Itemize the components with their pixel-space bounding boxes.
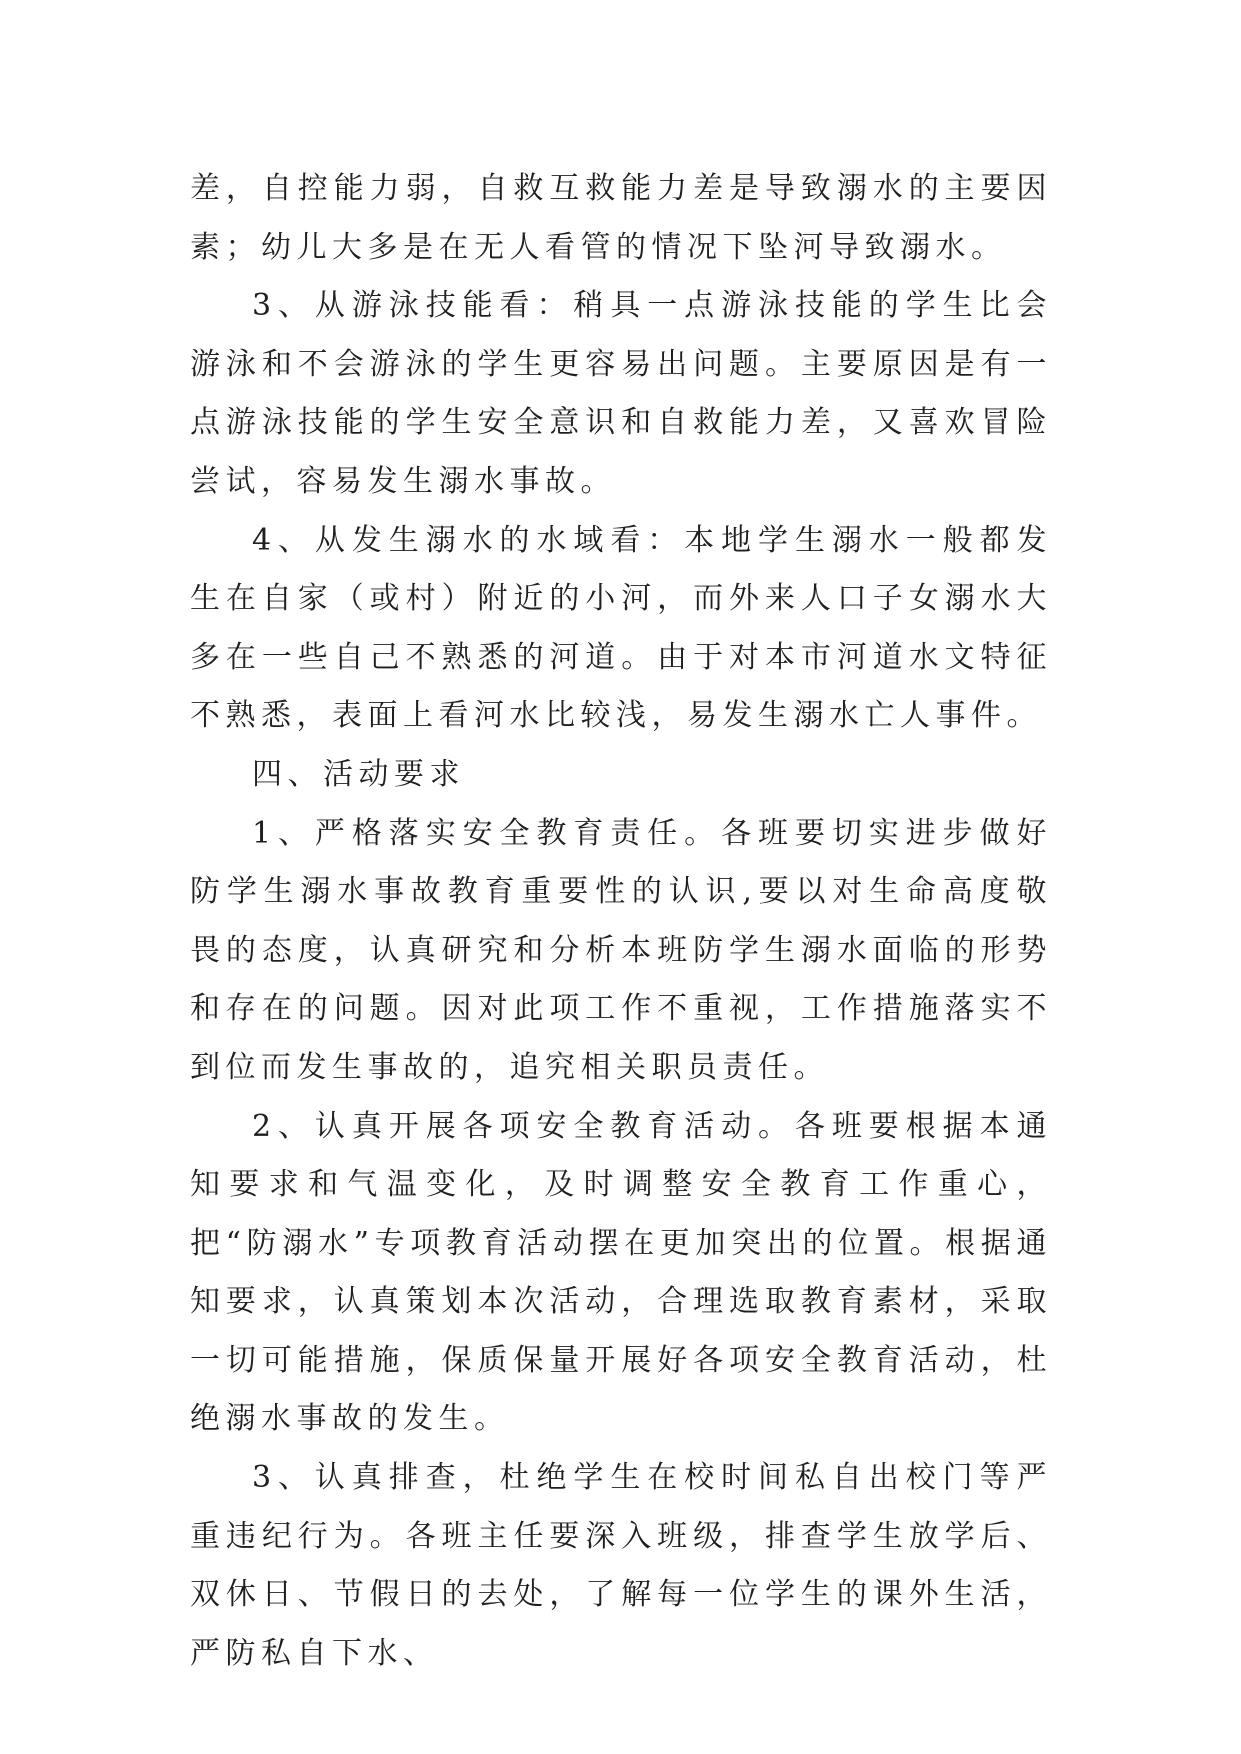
section-heading-activity-requirements: 四、活动要求 [252,756,465,792]
paragraph-water-area: 4、从发生溺水的水域看：本地学生溺水一般都发生在自家（或村）附近的小河，而外来人口子女溺水大多在一些自己不熟悉的河道。由于对本市河道水文特征不熟悉，表面上看河水比较浅，易发生溺水亡人事件。 [190,522,1052,734]
paragraph-safety-responsibility: 1、严格落实安全教育责任。各班要切实进步做好防学生溺水事故教育重要性的认识,要以对生命高度敬畏的态度，认真研究和分析本班防学生溺水面临的形势和存在的问题。因对此项工作不重视，工作措施落实不到位而发生事故的，追究相关职员责任。 [190,815,1052,1085]
paragraph-drowning-factors: 差，自控能力弱，自救互救能力差是导致溺水的主要因素；幼儿大多是在无人看管的情况下坠河导致溺水。 [190,171,1052,265]
paragraph-swimming-skill: 3、从游泳技能看：稍具一点游泳技能的学生比会游泳和不会游泳的学生更容易出问题。主要原因是有一点游泳技能的学生安全意识和自救能力差，又喜欢冒险尝试，容易发生溺水事故。 [190,288,1052,499]
paragraph-inspection: 3、认真排查，杜绝学生在校时间私自出校门等严重违纪行为。各班主任要深入班级，排查学生放学后、双休日、节假日的去处，了解每一位学生的课外生活，严防私自下水、 [190,1460,1052,1671]
paragraph-safety-activities: 2、认真开展各项安全教育活动。各班要根据本通知要求和气温变化，及时调整安全教育工作重心，把“防溺水”专项教育活动摆在更加突出的位置。根据通知要求，认真策划本次活动，合理选取教育素材，采取一切可能措施，保质保量开展好各项安全教育活动，杜绝溺水事故的发生。 [190,1108,1052,1437]
document-body [190,160,1052,1683]
